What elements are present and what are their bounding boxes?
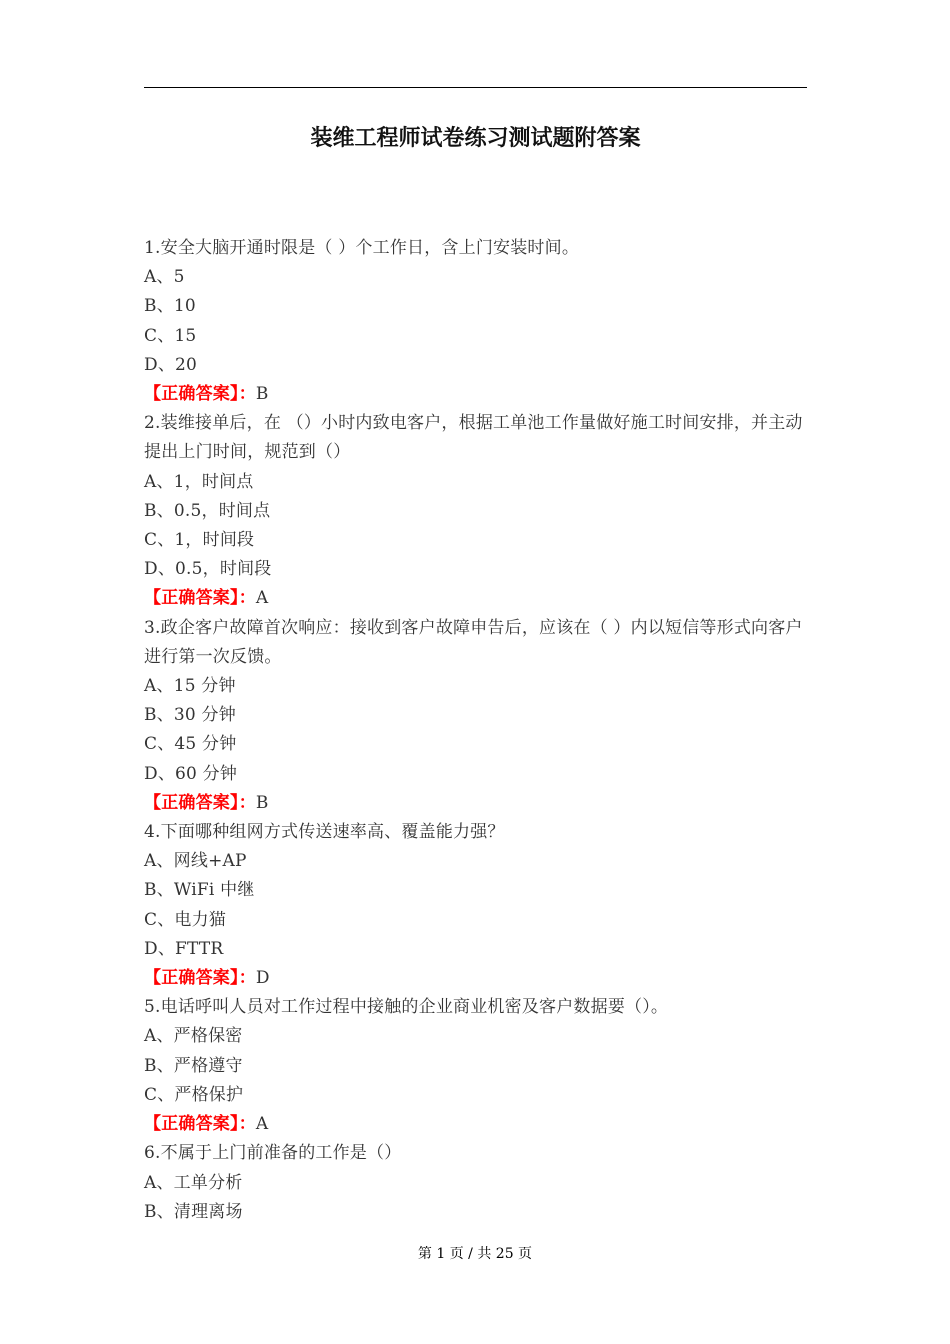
question-list (144, 234, 810, 1227)
option-b: B、10 (144, 296, 196, 317)
question-block (144, 1139, 810, 1227)
option-a: A、1，时间点 (144, 471, 254, 492)
question-block (144, 818, 810, 993)
document-title: 装维工程师试卷练习测试题附答案 (310, 126, 641, 151)
option-a: A、15 分钟 (144, 676, 236, 697)
question-block (144, 409, 810, 613)
option-c: C、15 (144, 325, 197, 346)
answer-line (144, 584, 810, 613)
question-stem: 1.安全大脑开通时限是（ ）个工作日，含上门安装时间。 (144, 238, 580, 258)
question-block (144, 993, 810, 1139)
option-b: B、30 分钟 (144, 705, 236, 726)
answer-value: B (255, 384, 269, 405)
question-stem: 4.下面哪种组网方式传送速率高、覆盖能力强？ (144, 822, 505, 843)
option-b: B、WiFi 中继 (144, 880, 255, 901)
question-stem: 6.不属于上门前准备的工作是（） (144, 1143, 402, 1164)
answer-label: 【正确答案】： (144, 384, 256, 405)
header-rule (144, 87, 807, 88)
option-c: C、电力猫 (144, 909, 227, 930)
question-stem: 2.装维接单后，在 （）小时内致电客户，根据工单池工作量做好施工时间安排，并主动提出上门时间，规范到（） (144, 413, 803, 463)
question-block (144, 614, 810, 818)
answer-value: B (255, 792, 269, 813)
answer-value: A (255, 588, 269, 609)
option-d: D、20 (144, 354, 198, 375)
question-block (144, 234, 810, 409)
answer-label: 【正确答案】： (144, 588, 256, 609)
answer-line (144, 964, 810, 993)
option-a: A、5 (144, 267, 185, 288)
answer-line (144, 789, 810, 818)
option-c: C、严格保护 (144, 1084, 244, 1105)
answer-value: A (255, 1114, 269, 1135)
option-d: D、FTTR (144, 938, 224, 959)
option-a: A、严格保密 (144, 1026, 243, 1047)
answer-line (144, 380, 810, 409)
answer-value: D (255, 968, 270, 989)
answer-label: 【正确答案】： (144, 968, 256, 989)
option-c: C、1，时间段 (144, 530, 255, 551)
question-stem: 5.电话呼叫人员对工作过程中接触的企业商业机密及客户数据要（）。 (144, 997, 669, 1018)
option-d: D、60 分钟 (144, 763, 238, 784)
option-a: A、网线+AP (144, 851, 247, 872)
option-b: B、严格遵守 (144, 1055, 243, 1076)
option-b: B、0.5，时间点 (144, 500, 271, 521)
option-d: D、0.5，时间段 (144, 559, 272, 580)
option-c: C、45 分钟 (144, 734, 237, 755)
answer-line (144, 1110, 810, 1139)
answer-label: 【正确答案】： (144, 1114, 256, 1135)
page-indicator: 第 1 页 / 共 25 页 (417, 1246, 533, 1262)
answer-label: 【正确答案】： (144, 792, 256, 813)
option-a: A、工单分析 (144, 1172, 243, 1193)
question-stem: 3.政企客户故障首次响应：接收到客户故障申告后，应该在（ ）内以短信等形式向客户进行第一次反馈。 (144, 617, 803, 667)
option-b: B、清理离场 (144, 1201, 243, 1222)
